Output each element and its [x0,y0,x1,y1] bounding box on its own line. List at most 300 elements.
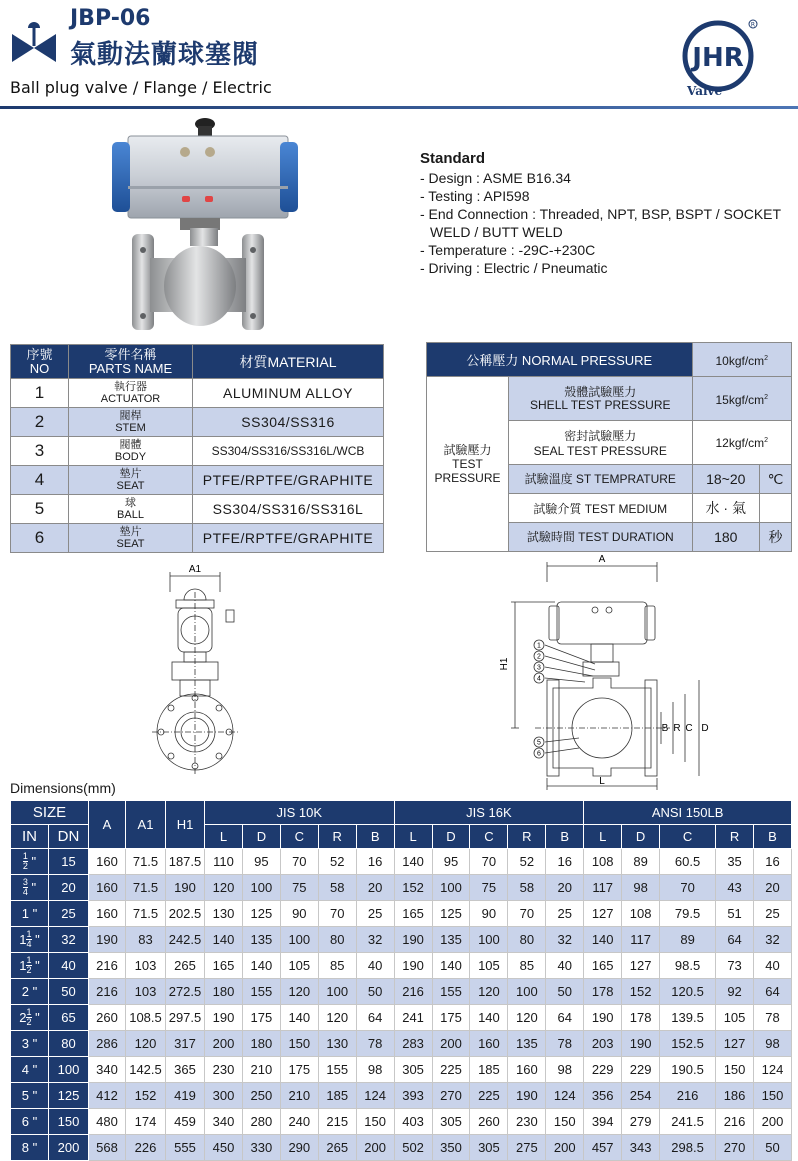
dim-cell: 185 [318,1083,356,1109]
dim-cell: 98 [356,1057,394,1083]
dim-cell: 89 [660,927,716,953]
dim-cell: 80 [508,927,546,953]
dim-cell: 16 [546,849,584,875]
shell-test-label: 殼體試驗壓力 SHELL TEST PRESSURE [509,377,693,421]
table-row [11,849,792,875]
pressure-table [426,342,792,552]
callout-3: 3 [537,664,541,672]
dim-cell: 92 [716,979,754,1005]
table-row [11,1031,792,1057]
dim-cell: 180 [242,1031,280,1057]
dim-cell: 103 [126,979,166,1005]
dim-cell: 190 [394,927,432,953]
dim-cell: 200 [205,1031,243,1057]
dim-cell: 58 [508,875,546,901]
dim-cell: 210 [280,1083,318,1109]
dim-cell: 139.5 [660,1005,716,1031]
callout-4: 4 [537,675,541,683]
dn-header: DN [49,825,89,849]
dim-cell: 229 [584,1057,622,1083]
dim-cell: 83 [126,927,166,953]
dim-cell: 160 [89,849,126,875]
dim-cell: 127 [716,1031,754,1057]
dim-cell: 152 [126,1083,166,1109]
size-dn: 125 [49,1083,89,1109]
sub-header-c: C [660,825,716,849]
dim-cell: 89 [622,849,660,875]
dim-cell: 70 [280,849,318,875]
dim-cell: 150 [280,1031,318,1057]
dim-cell: 216 [89,953,126,979]
standard-item: - Driving : Electric / Pneumatic [420,260,608,276]
sub-header-l: L [394,825,432,849]
parts-header-name: 零件名稱 PARTS NAME [69,345,193,379]
sub-header-c: C [280,825,318,849]
test-medium-label: 試驗介質 TEST MEDIUM [509,494,693,523]
dim-cell: 40 [356,953,394,979]
dim-label-a: A [598,554,606,565]
dim-cell: 25 [754,901,792,927]
dim-cell: 95 [242,849,280,875]
dim-cell: 100 [318,979,356,1005]
dim-cell: 140 [394,849,432,875]
dim-cell: 120 [508,1005,546,1031]
dim-cell: 100 [280,927,318,953]
size-in: 1 " [11,901,49,927]
size-in: 4 " [11,1057,49,1083]
dim-cell: 279 [622,1109,660,1135]
dim-cell: 203 [584,1031,622,1057]
standard-item: - Design : ASME B16.34 [420,170,571,186]
dim-label-a1: A1 [188,564,202,575]
dim-cell: 140 [242,953,280,979]
dim-cell: 124 [356,1083,394,1109]
dim-cell: 64 [546,1005,584,1031]
dim-cell: 124 [754,1057,792,1083]
dim-cell: 150 [716,1057,754,1083]
dim-cell: 190.5 [660,1057,716,1083]
dim-cell: 43 [716,875,754,901]
callout-6: 6 [537,750,541,758]
dim-cell: 393 [394,1083,432,1109]
dim-cell: 175 [242,1005,280,1031]
dim-cell: 272.5 [166,979,205,1005]
standard-item: - Testing : API598 [420,188,530,204]
dim-cell: 200 [546,1135,584,1161]
dim-cell: 187.5 [166,849,205,875]
dim-cell: 241 [394,1005,432,1031]
size-in: 1 $\frac{1}{4}$ " [11,927,49,953]
logo-text: JHR [692,43,744,73]
dimensions-table [10,800,792,1161]
test-duration-label: 試驗時間 TEST DURATION [509,523,693,552]
test-pressure-group: 試驗壓力 TEST PRESSURE [427,377,509,552]
size-dn: 20 [49,875,89,901]
dim-cell: 160 [470,1031,508,1057]
dim-cell: 290 [280,1135,318,1161]
size-in: $\frac{3}{4}$ " [11,875,49,901]
dim-cell: 265 [166,953,205,979]
dim-cell: 51 [716,901,754,927]
table-row [11,1083,792,1109]
dim-cell: 241.5 [660,1109,716,1135]
dim-cell: 150 [546,1109,584,1135]
dim-cell: 78 [754,1005,792,1031]
dim-cell: 32 [546,927,584,953]
dim-cell: 71.5 [126,901,166,927]
dim-cell: 350 [432,1135,470,1161]
dim-cell: 265 [318,1135,356,1161]
dim-cell: 108 [622,901,660,927]
dim-cell: 356 [584,1083,622,1109]
dim-cell: 60.5 [660,849,716,875]
dim-cell: 110 [205,849,243,875]
dim-cell: 70 [660,875,716,901]
dim-cell: 152 [394,875,432,901]
table-row [11,1135,792,1161]
dim-cell: 52 [318,849,356,875]
dim-label-r: R [673,723,681,734]
seal-test-label: 密封試驗壓力 SEAL TEST PRESSURE [509,421,693,465]
dim-cell: 117 [622,927,660,953]
test-temperature-label: 試驗溫度 ST TEMPRATURE [509,465,693,494]
callout-1: 1 [537,642,541,650]
dim-cell: 165 [205,953,243,979]
dim-cell: 190 [394,953,432,979]
dim-cell: 343 [622,1135,660,1161]
dim-cell: 250 [242,1083,280,1109]
dim-cell: 186 [716,1083,754,1109]
dim-cell: 52 [508,849,546,875]
dim-cell: 254 [622,1083,660,1109]
dim-cell: 135 [242,927,280,953]
dim-cell: 230 [205,1057,243,1083]
size-dn: 150 [49,1109,89,1135]
dim-cell: 568 [89,1135,126,1161]
parts-row: 4 墊片 SEAT PTFE/RPTFE/GRAPHITE [11,466,384,495]
dim-cell: 70 [508,901,546,927]
dim-cell: 286 [89,1031,126,1057]
dim-cell: 155 [432,979,470,1005]
dim-cell: 130 [205,901,243,927]
sub-header-d: D [242,825,280,849]
dim-cell: 502 [394,1135,432,1161]
normal-pressure-label: 公稱壓力 NORMAL PRESSURE [427,343,693,377]
dim-cell: 230 [508,1109,546,1135]
dim-cell: 225 [432,1057,470,1083]
dim-cell: 40 [546,953,584,979]
size-header: SIZE [11,801,89,825]
parts-table [10,344,384,553]
dim-cell: 103 [126,953,166,979]
col-header-a: A [89,801,126,849]
dim-cell: 240 [280,1109,318,1135]
dim-cell: 152.5 [660,1031,716,1057]
dim-cell: 135 [432,927,470,953]
size-dn: 65 [49,1005,89,1031]
dim-cell: 105 [716,1005,754,1031]
dim-cell: 152 [622,979,660,1005]
dim-cell: 190 [622,1031,660,1057]
dim-cell: 160 [508,1057,546,1083]
dim-cell: 150 [754,1083,792,1109]
callout-5: 5 [537,739,541,747]
dim-cell: 25 [356,901,394,927]
dim-cell: 200 [754,1109,792,1135]
dim-cell: 50 [754,1135,792,1161]
dim-cell: 190 [508,1083,546,1109]
size-dn: 15 [49,849,89,875]
test-temperature-unit: ℃ [760,465,792,494]
sub-header-l: L [584,825,622,849]
dim-cell: 457 [584,1135,622,1161]
dim-cell: 130 [318,1031,356,1057]
size-dn: 50 [49,979,89,1005]
sub-header-r: R [716,825,754,849]
dim-cell: 340 [205,1109,243,1135]
dim-cell: 78 [356,1031,394,1057]
dim-cell: 100 [470,927,508,953]
dim-cell: 25 [546,901,584,927]
size-dn: 25 [49,901,89,927]
dim-cell: 35 [716,849,754,875]
dim-cell: 85 [318,953,356,979]
sub-header-c: C [470,825,508,849]
dim-cell: 210 [242,1057,280,1083]
dim-cell: 190 [584,1005,622,1031]
dim-cell: 71.5 [126,849,166,875]
dim-cell: 20 [546,875,584,901]
dim-cell: 229 [622,1057,660,1083]
dim-cell: 140 [584,927,622,953]
dim-cell: 555 [166,1135,205,1161]
table-row [11,1057,792,1083]
parts-header-no: 序號 NO [11,345,69,379]
dim-cell: 215 [318,1109,356,1135]
dim-cell: 108 [584,849,622,875]
size-dn: 40 [49,953,89,979]
dim-cell: 78 [546,1031,584,1057]
dim-cell: 100 [242,875,280,901]
dim-cell: 125 [432,901,470,927]
dim-cell: 98 [622,875,660,901]
dim-cell: 459 [166,1109,205,1135]
dim-cell: 64 [716,927,754,953]
dim-cell: 120.5 [660,979,716,1005]
group-header-ansi150lb: ANSI 150LB [584,801,792,825]
dim-cell: 216 [716,1109,754,1135]
sub-header-b: B [356,825,394,849]
size-dn: 32 [49,927,89,953]
dim-cell: 95 [432,849,470,875]
dim-cell: 403 [394,1109,432,1135]
dim-label-c: C [685,723,693,734]
dim-cell: 16 [356,849,394,875]
size-in: 8 " [11,1135,49,1161]
dim-cell: 175 [280,1057,318,1083]
dim-cell: 202.5 [166,901,205,927]
size-in: 1 $\frac{1}{2}$ " [11,953,49,979]
dim-cell: 50 [356,979,394,1005]
dim-cell: 300 [205,1083,243,1109]
col-header-a1: A1 [126,801,166,849]
standard-title: Standard [420,150,486,167]
group-header-jis10k: JIS 10K [205,801,395,825]
dim-label-d: D [701,723,709,734]
dim-cell: 340 [89,1057,126,1083]
dim-cell: 190 [205,1005,243,1031]
test-duration-value: 180 [692,523,759,552]
dim-cell: 79.5 [660,901,716,927]
dim-cell: 317 [166,1031,205,1057]
dim-label-l: L [599,776,605,787]
dim-cell: 155 [318,1057,356,1083]
dim-cell: 71.5 [126,875,166,901]
dim-cell: 480 [89,1109,126,1135]
section-view-drawing [495,552,725,792]
table-row [11,953,792,979]
dim-cell: 216 [89,979,126,1005]
dim-cell: 226 [126,1135,166,1161]
standard-item: - Temperature : -29C-+230C [420,242,596,258]
dim-cell: 75 [280,875,318,901]
dim-cell: 160 [89,901,126,927]
dim-cell: 270 [716,1135,754,1161]
dim-cell: 20 [754,875,792,901]
dim-cell: 117 [584,875,622,901]
table-row [11,927,792,953]
dim-cell: 120 [126,1031,166,1057]
group-header-jis16k: JIS 16K [394,801,584,825]
dim-cell: 200 [432,1031,470,1057]
svg-text:R: R [750,21,756,29]
test-medium-value: 水 · 氣 [692,494,759,523]
sub-header-r: R [318,825,356,849]
dim-cell: 90 [470,901,508,927]
table-row [11,901,792,927]
dim-cell: 330 [242,1135,280,1161]
dim-cell: 160 [89,875,126,901]
dim-cell: 70 [470,849,508,875]
dim-cell: 412 [89,1083,126,1109]
dim-cell: 365 [166,1057,205,1083]
dim-cell: 178 [584,979,622,1005]
dim-cell: 80 [318,927,356,953]
dim-cell: 20 [356,875,394,901]
dim-cell: 135 [508,1031,546,1057]
dim-cell: 127 [622,953,660,979]
test-temperature-value: 18~20 [692,465,759,494]
model-number: JBP-06 [70,6,151,31]
product-title-cn: 氣動法蘭球塞閥 [70,40,260,70]
size-in: 2 $\frac{1}{2}$ " [11,1005,49,1031]
dim-cell: 120 [318,1005,356,1031]
sub-header-d: D [622,825,660,849]
dim-cell: 105 [280,953,318,979]
size-in: $\frac{1}{2}$ " [11,849,49,875]
test-duration-unit: 秒 [760,523,792,552]
dim-cell: 305 [470,1135,508,1161]
sub-header-l: L [205,825,243,849]
size-in: 3 " [11,1031,49,1057]
dim-cell: 90 [280,901,318,927]
table-row [11,979,792,1005]
dim-cell: 283 [394,1031,432,1057]
dim-cell: 140 [205,927,243,953]
dim-cell: 174 [126,1109,166,1135]
dim-cell: 165 [584,953,622,979]
standard-item: - End Connection : Threaded, NPT, BSP, BSPT / SOCKET WELD / BUTT WELD [420,206,781,240]
dim-cell: 142.5 [126,1057,166,1083]
dim-cell: 32 [356,927,394,953]
valve-symbol-icon [10,18,58,68]
sub-header-d: D [432,825,470,849]
dim-cell: 200 [356,1135,394,1161]
dim-label-b: B [661,723,669,734]
table-row [11,1109,792,1135]
dim-cell: 275 [508,1135,546,1161]
table-row [11,1005,792,1031]
dim-cell: 100 [508,979,546,1005]
dimensions-title: Dimensions(mm) [10,780,116,796]
dim-cell: 394 [584,1109,622,1135]
dim-cell: 73 [716,953,754,979]
seal-test-value: $12kgf/cm^2$ [692,421,791,465]
dim-cell: 242.5 [166,927,205,953]
dim-cell: 98 [754,1031,792,1057]
dim-cell: 165 [394,901,432,927]
parts-header-material: 材質MATERIAL [193,345,384,379]
dim-cell: 98.5 [660,953,716,979]
dim-cell: 305 [394,1057,432,1083]
size-dn: 200 [49,1135,89,1161]
callout-2: 2 [537,653,541,661]
dim-cell: 178 [622,1005,660,1031]
dim-cell: 16 [754,849,792,875]
parts-row: 3 閥體 BODY SS304/SS316/SS316L/WCB [11,437,384,466]
dim-cell: 225 [470,1083,508,1109]
parts-row: 2 閥桿 STEM SS304/SS316 [11,408,384,437]
dim-cell: 280 [242,1109,280,1135]
product-title-en: Ball plug valve / Flange / Electric [10,78,272,97]
dim-cell: 64 [356,1005,394,1031]
dim-cell: 155 [242,979,280,1005]
sub-header-r: R [508,825,546,849]
parts-row: 5 球 BALL SS304/SS316/SS316L [11,495,384,524]
dim-cell: 260 [470,1109,508,1135]
standard-section [420,150,795,277]
dim-cell: 419 [166,1083,205,1109]
dim-cell: 50 [546,979,584,1005]
dim-cell: 260 [89,1005,126,1031]
dim-cell: 140 [432,953,470,979]
dim-cell: 58 [318,875,356,901]
table-row [11,875,792,901]
dim-cell: 32 [754,927,792,953]
dim-cell: 190 [89,927,126,953]
sub-header-b: B [754,825,792,849]
in-header: IN [11,825,49,849]
dim-cell: 120 [280,979,318,1005]
dim-cell: 180 [205,979,243,1005]
dim-cell: 64 [754,979,792,1005]
dim-cell: 40 [754,953,792,979]
col-header-h1: H1 [166,801,205,849]
dim-cell: 105 [470,953,508,979]
dim-cell: 98 [546,1057,584,1083]
dim-cell: 124 [546,1083,584,1109]
size-in: 5 " [11,1083,49,1109]
